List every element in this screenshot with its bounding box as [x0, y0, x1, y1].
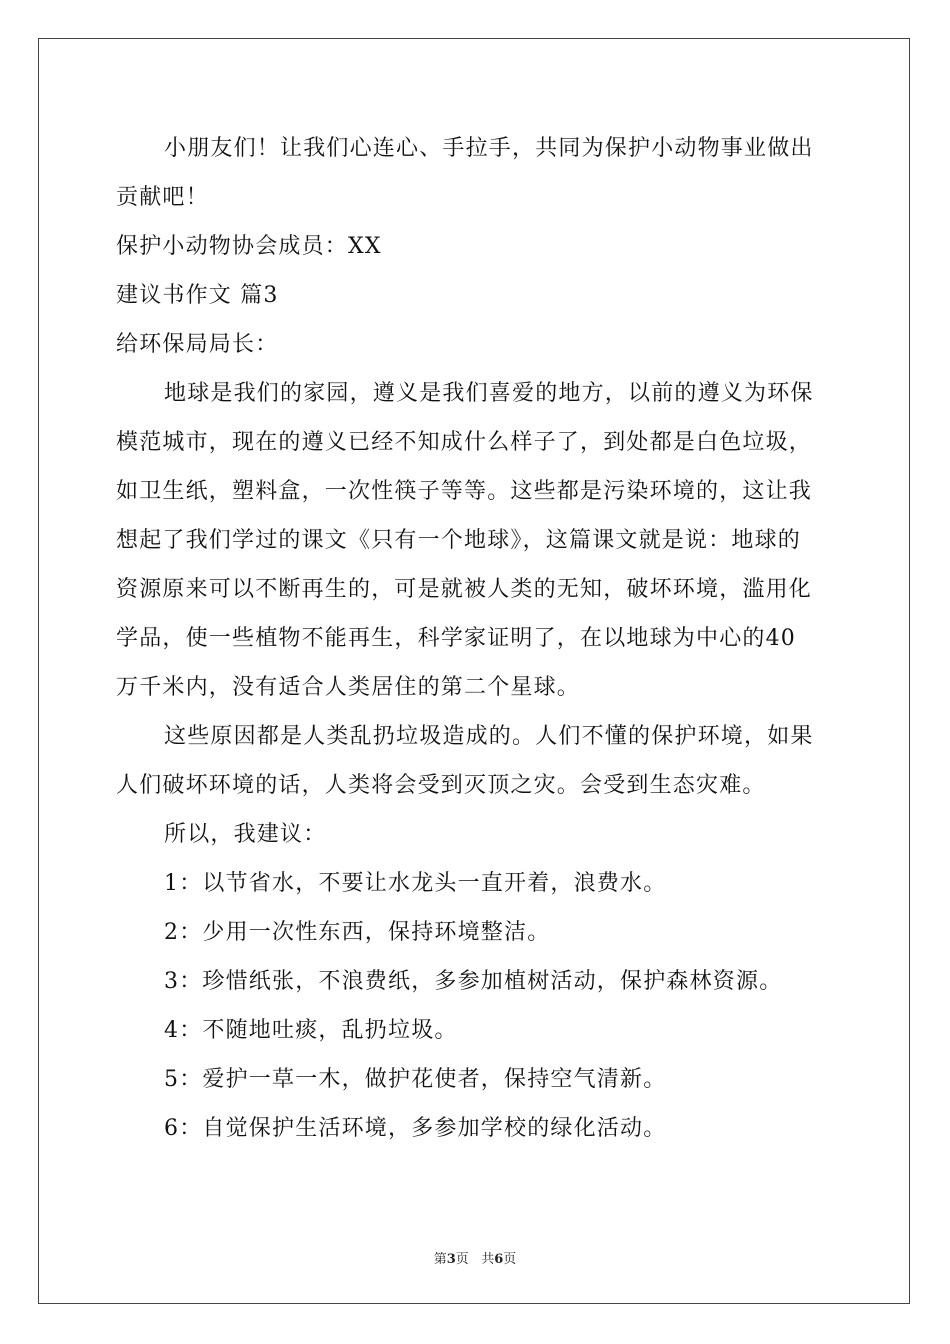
document-body	[116, 124, 838, 1153]
footer-total-pages: 6	[494, 1252, 504, 1267]
body-paragraph-earth-line5: 资源原来可以不断再生的，可是就被人类的无知，破坏环境，滥用化	[116, 577, 813, 602]
footer-page-unit: 页	[455, 1252, 469, 1267]
body-paragraph-causes-line1: 这些原因都是人类乱扔垃圾造成的。人们不懂的保护环境，如果	[164, 724, 814, 749]
footer-total-unit: 页	[503, 1252, 517, 1267]
paragraph-closing-appeal-line1: 小朋友们！让我们心连心、手拉手，共同为保护小动物事业做出	[164, 136, 814, 161]
suggestion-item-3: 3：珍惜纸张，不浪费纸，多参加植树活动，保护森林资源。	[164, 969, 783, 994]
body-paragraph-earth-line7: 万千米内，没有适合人类居住的第二个星球。	[116, 675, 581, 700]
body-paragraph-earth-line6: 学品，使一些植物不能再生，科学家证明了，在以地球为中心的40	[116, 626, 796, 651]
paragraph-closing-appeal-line2: 贡献吧！	[116, 185, 209, 210]
body-paragraph-earth-line3: 如卫生纸，塑料盒，一次性筷子等等。这些都是污染环境的，这让我	[116, 479, 813, 504]
suggestion-item-6: 6：自觉保护生活环境，多参加学校的绿化活动。	[164, 1116, 667, 1141]
page-footer	[0, 1248, 950, 1267]
footer-total-prefix: 共	[481, 1252, 495, 1267]
signature-line: 保护小动物协会成员：XX	[116, 234, 382, 259]
body-paragraph-earth-line2: 模范城市，现在的遵义已经不知成什么样子了，到处都是白色垃圾，	[116, 430, 813, 455]
footer-prefix: 第	[433, 1252, 447, 1267]
body-paragraph-earth-line1: 地球是我们的家园，遵义是我们喜爱的地方，以前的遵义为环保	[164, 381, 814, 406]
body-paragraph-causes-line2: 人们破坏环境的话，人类将会受到灭顶之灾。会受到生态灾难。	[116, 773, 766, 798]
suggestion-item-2: 2：少用一次性东西，保持环境整洁。	[164, 920, 551, 945]
footer-current-page: 3	[446, 1252, 456, 1267]
suggestion-intro: 所以，我建议：	[164, 822, 327, 847]
body-paragraph-earth-line4: 想起了我们学过的课文《只有一个地球》，这篇课文就是说：地球的	[116, 528, 802, 553]
suggestion-item-4: 4：不随地吐痰，乱扔垃圾。	[164, 1018, 458, 1043]
salutation: 给环保局局长：	[116, 332, 279, 357]
suggestion-item-1: 1：以节省水，不要让水龙头一直开着，浪费水。	[164, 871, 667, 896]
suggestion-item-5: 5：爱护一草一木，做护花使者，保持空气清新。	[164, 1067, 667, 1092]
section-title: 建议书作文 篇3	[116, 283, 279, 308]
